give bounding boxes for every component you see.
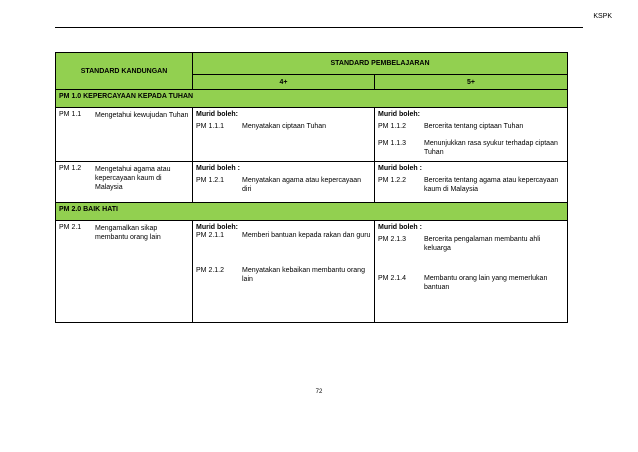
pembelajaran-4-cell <box>193 108 375 162</box>
objective-text: Bercerita tentang agama atau kepercayaan kaum di Malaysia <box>424 177 559 193</box>
header-standard-pembelajaran-label: STANDARD PEMBELAJARAN <box>330 60 430 67</box>
murid-boleh-label: Murid boleh: <box>378 111 420 118</box>
objective-text: Bercerita pengalaman membantu ahli keluarga <box>424 236 541 252</box>
kandungan-text: Mengamalkan sikap membantu orang lain <box>95 225 161 241</box>
header-standard-pembelajaran <box>193 53 568 75</box>
murid-boleh-label: Murid boleh : <box>196 165 240 172</box>
kandungan-cell <box>56 221 193 323</box>
kandungan-cell <box>56 162 193 203</box>
section-title <box>56 90 568 108</box>
section-title-text: PM 1.0 KEPERCAYAAN KEPADA TUHAN <box>59 93 194 100</box>
objective-text: Menyatakan kebaikan membantu orang lain <box>242 267 365 283</box>
objective-code: PM 2.1.1 <box>196 232 225 239</box>
objective-text: Menunjukkan rasa syukur terhadap ciptaan Tuhan <box>424 140 558 156</box>
kandungan-cell <box>56 108 193 162</box>
header-rule <box>55 27 583 28</box>
objective-code: PM 1.1.1 <box>196 123 225 130</box>
murid-boleh-label: Murid boleh: <box>196 224 238 231</box>
objective-text: Membantu orang lain yang memerlukan bantuan <box>424 275 548 291</box>
section-title-text: PM 2.0 BAIK HATI <box>59 206 118 213</box>
header-standard-kandungan <box>56 53 193 90</box>
standards-table <box>55 52 568 323</box>
header-standard-kandungan-label: STANDARD KANDUNGAN <box>80 67 168 75</box>
objective-code: PM 1.1.3 <box>378 140 407 147</box>
section-title <box>56 203 568 221</box>
kandungan-code: PM 1.2 <box>59 165 82 172</box>
objective-code: PM 1.2.2 <box>378 177 407 184</box>
header-age-5 <box>375 75 568 90</box>
objective-code: PM 2.1.2 <box>196 267 225 274</box>
objective-text: Memberi bantuan kepada rakan dan guru <box>242 232 371 239</box>
kandungan-text: Mengetahui agama atau kepercayaan kaum di Malaysia <box>95 166 171 191</box>
header-kspk: KSPK <box>593 13 612 20</box>
objective-text: Menyatakan agama atau kepercayaan diri <box>242 177 362 193</box>
kandungan-code: PM 2.1 <box>59 224 82 231</box>
header-age-5-label: 5+ <box>467 78 475 86</box>
objective-text: Bercerita tentang ciptaan Tuhan <box>424 123 524 130</box>
pembelajaran-5-cell <box>375 162 568 203</box>
kandungan-code: PM 1.1 <box>59 111 82 118</box>
objective-code: PM 2.1.3 <box>378 236 407 243</box>
pembelajaran-5-cell <box>375 221 568 323</box>
pembelajaran-4-cell <box>193 221 375 323</box>
objective-code: PM 2.1.4 <box>378 275 407 282</box>
pembelajaran-4-cell <box>193 162 375 203</box>
pembelajaran-5-cell <box>375 108 568 162</box>
objective-code: PM 1.1.2 <box>378 123 407 130</box>
header-age-4 <box>193 75 375 90</box>
murid-boleh-label: Murid boleh: <box>196 111 238 118</box>
objective-text: Menyatakan ciptaan Tuhan <box>242 123 327 130</box>
murid-boleh-label: Murid boleh : <box>378 224 422 231</box>
kandungan-text: Mengetahui kewujudan Tuhan <box>95 112 189 119</box>
murid-boleh-label: Murid boleh : <box>378 165 422 172</box>
header-age-4-label: 4+ <box>279 78 288 86</box>
objective-code: PM 1.2.1 <box>196 177 225 184</box>
page-number: 72 <box>315 389 323 395</box>
